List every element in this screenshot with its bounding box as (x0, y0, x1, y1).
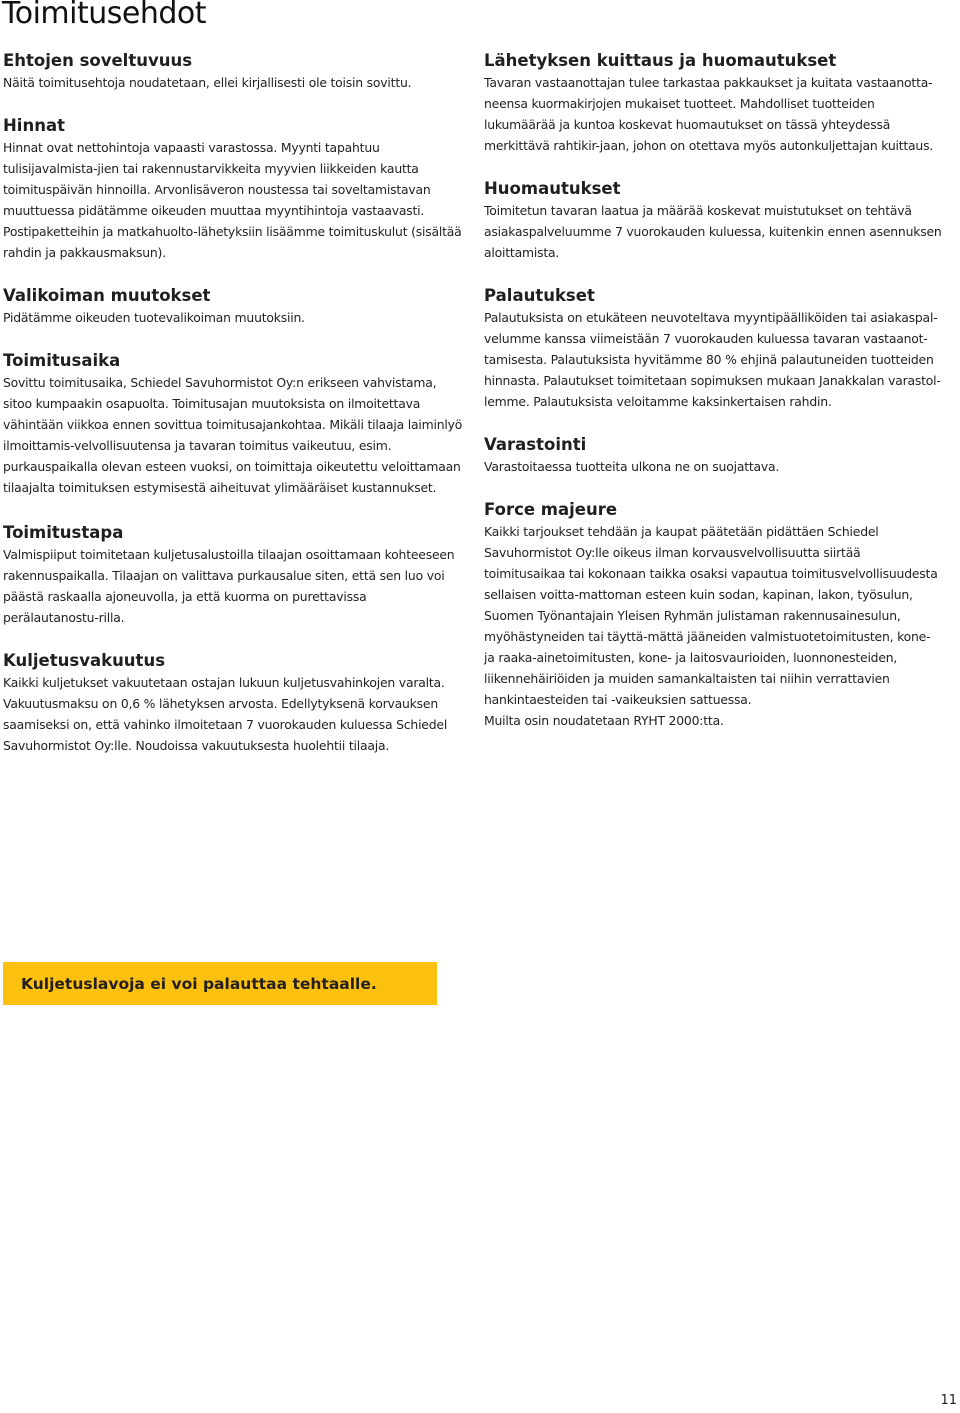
section-heading: Huomautukset (484, 179, 621, 198)
section-body: Palautuksista on etukäteen neuvoteltava myyntipäälliköiden tai asiakaspal-velumme kanssa viimeistään 7 vuorokauden kuluessa tavaran vastaanot-tamisesta. Palautuksista hyvitämme 80 % ehjinä palautuneiden tuotteiden hinnasta. Palautukset toimitetaan sopimuksen mukaan Janakkalan varastol-lemme. Palautuksista veloitamme kaksinkertaisen rahdin. (484, 310, 941, 409)
section-remarks (484, 178, 944, 263)
section-delivery-method (3, 522, 463, 628)
notice-text: Kuljetuslavoja ei voi palauttaa tehtaalle. (21, 974, 377, 993)
right-column (484, 50, 944, 753)
section-force-majeure (484, 499, 944, 731)
section-heading: Palautukset (484, 286, 595, 305)
notice-box (3, 962, 437, 1005)
page-number: 11 (940, 1393, 957, 1408)
section-body: Pidätämme oikeuden tuotevalikoiman muutoksiin. (3, 310, 305, 325)
section-body: Varastoitaessa tuotteita ulkona ne on suojattava. (484, 459, 780, 474)
left-column (3, 50, 463, 778)
section-applicability (3, 50, 463, 93)
section-heading: Toimitusaika (3, 351, 121, 370)
section-body: Toimitetun tavaran laatua ja määrää koskevat muistutukset on tehtävä asiakaspalveluumme 7 vuorokauden kuluessa, kuitenkin ennen asennuksen aloittamista. (484, 203, 942, 260)
section-body: Näitä toimitusehtoja noudatetaan, ellei kirjallisesti ole toisin sovittu. (3, 75, 412, 90)
section-body: Valmispiiput toimitetaan kuljetusalustoilla tilaajan osoittamaan kohteeseen rakennuspaikalla. Tilaajan on valittava purkausalue siten, että sen luo voi päästä raskaalla ajoneuvolla, ja että kuorma on purettavissa perälautanostu-rilla. (3, 547, 455, 625)
section-returns (484, 285, 944, 412)
section-heading: Kuljetusvakuutus (3, 651, 166, 670)
section-heading: Lähetyksen kuittaus ja huomautukset (484, 51, 837, 70)
section-body: Hinnat ovat nettohintoja vapaasti varastossa. Myynti tapahtuu tulisijavalmista-jien tai rakennustarvikkeita myyvien liikkeiden kautta toimituspäivän hinnoilla. Arvonlisäveron noustessa tai soveltamistavan muuttuessa pidätämme oikeuden muuttaa myyntihintoja vastaavasti. Postipaketteihin ja matkahuolto-lähetyksiin lisäämme toimituskulut (sisältää rahdin ja pakkausmaksun). (3, 140, 462, 260)
final-note: Muilta osin noudatetaan RYHT 2000:tta. (484, 713, 724, 728)
section-transport-insurance (3, 650, 463, 756)
section-body: Kaikki tarjoukset tehdään ja kaupat päätetään pidättäen Schiedel Savuhormistot Oy:lle oikeus ilman korvausvelvollisuutta siirtää toimitusaikaa tai kokonaan taikka osaksi vapautua toimitusvelvollisuudesta sellaisen voitta-mattoman esteen kuin sodan, kapinan, lakon, työsulun, Suomen Työnantajain Yleisen Ryhmän julistaman rakennusainesulun, myöhästyneiden tai täyttä-mättä jääneiden valmistuotetoimitusten, kone- ja raaka-ainetoimitusten, kone- ja laitosvaurioiden, luonnonesteiden, liikennehäiriöiden ja muiden samankaltaisten tai niihin verrattavien hankintaesteiden tai -vaikeuksien sattuessa. (484, 524, 938, 707)
section-prices (3, 115, 463, 263)
section-receipt-remarks (484, 50, 944, 156)
section-heading: Force majeure (484, 500, 618, 519)
section-heading: Varastointi (484, 435, 587, 454)
section-heading: Valikoiman muutokset (3, 286, 211, 305)
page-title: Toimitusehdot (2, 0, 207, 31)
section-heading: Ehtojen soveltuvuus (3, 51, 193, 70)
section-storage (484, 434, 944, 477)
section-delivery-time (3, 350, 463, 498)
section-body: Sovittu toimitusaika, Schiedel Savuhormistot Oy:n erikseen vahvistama, sitoo kumpaakin osapuolta. Toimitusajan muutoksista on ilmoitettava vähintään viikkoa ennen sovittua toimitusajankohtaa. Mikäli tilaaja laiminlyö ilmoittamis-velvollisuutensa ja tavaran toimitus vaikeutuu, esim. purkauspaikalla olevan esteen vuoksi, on toimittaja oikeutettu veloittamaan tilaajalta toimituksen estymisestä aiheituvat ylimääräiset kustannukset. (3, 375, 463, 495)
section-heading: Hinnat (3, 116, 65, 135)
section-body: Kaikki kuljetukset vakuutetaan ostajan lukuun kuljetusvahinkojen varalta. Vakuutusmaksu on 0,6 % lähetyksen arvosta. Edellytyksenä korvauksen saamiseksi on, että vahinko ilmoitetaan 7 vuorokauden kuluessa Schiedel Savuhormistot Oy:lle. Noudoissa vakuutuksesta huolehtii tilaaja. (3, 675, 448, 753)
section-heading: Toimitustapa (3, 523, 124, 542)
section-selection-changes (3, 285, 463, 328)
section-body: Tavaran vastaanottajan tulee tarkastaa pakkaukset ja kuitata vastaanotta-neensa kuormakirjojen mukaiset tuotteet. Mahdolliset tuotteiden lukumäärää ja kuntoa koskevat huomautukset on tässä yhteydessä merkittävä rahtikir-jaan, johon on otettava myös autonkuljettajan kuittaus. (484, 75, 934, 153)
